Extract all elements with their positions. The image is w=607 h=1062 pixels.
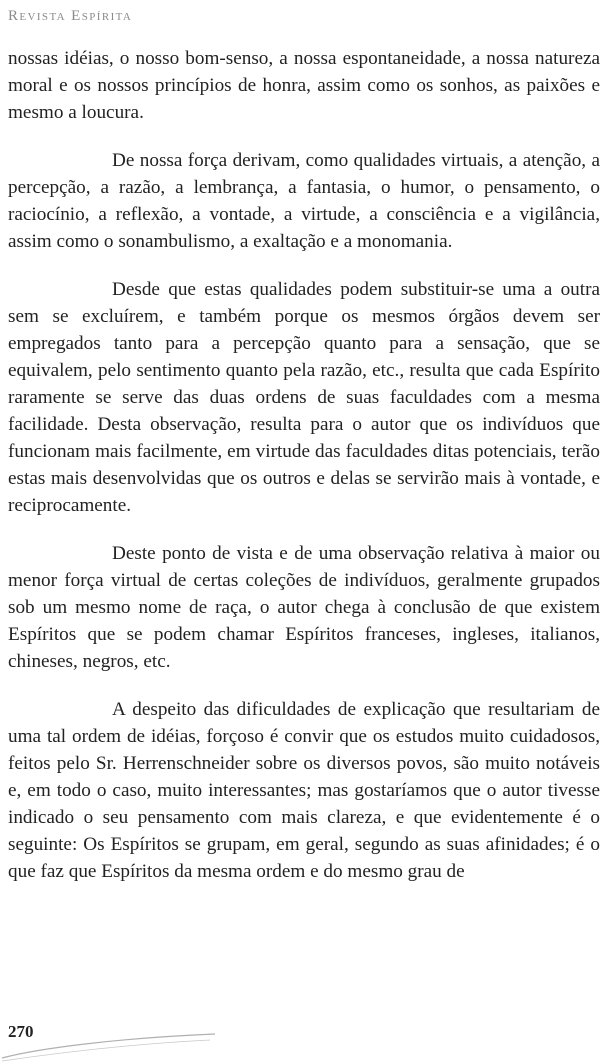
paragraph: De nossa força derivam, como qualidades virtuais, a atenção, a percepção, a razão, a lembrança, a fantasia, o humor, o pensamento, o raciocínio, a reflexão, a vontade, a virtude, a consciência e a vigilância, assim como o sonambulismo, a exaltação e a monomania.: [8, 150, 600, 252]
paragraph: Desde que estas qualidades podem substituir-se uma a outra sem se excluírem, e também porque os mesmos órgãos devem ser empregados tanto para a percepção quanto para a sensação, que se equivalem, pelo sentimento quanto pela razão, etc., resulta que cada Espírito raramente se serve das duas ordens de suas faculdades com a mesma facilidade. Desta observação, resulta para o autor que os indivíduos que funcionam mais facilmente, em virtude das faculdades ditas potenciais, terão estas mais desenvolvidas que os outros e delas se servirão mais à vontade, e reciprocamente.: [8, 279, 600, 516]
body-text: [8, 45, 600, 885]
running-header-title: Revista Espírita: [8, 8, 133, 24]
paragraph-continuation: nossas idéias, o nosso bom-senso, a nossa espontaneidade, a nossa natureza moral e os nossos princípios de honra, assim como os sonhos, as paixões e mesmo a loucura.: [8, 48, 600, 123]
paragraph: Deste ponto de vista e de uma observação relativa à maior ou menor força virtual de certas coleções de indivíduos, geralmente grupados sob um mesmo nome de raça, o autor chega à conclusão de que existem Espíritos que se podem chamar Espíritos franceses, ingleses, italianos, chineses, negros, etc.: [8, 543, 600, 672]
page-number: 270: [8, 1022, 34, 1041]
paragraph: A despeito das dificuldades de explicação que resultariam de uma tal ordem de idéias, forçoso é convir que os estudos muito cuidadosos, feitos pelo Sr. Herrenschneider sobre os diversos povos, são muito notáveis e, em todo o caso, muito interessantes; mas gostaríamos que o autor tivesse indicado o seu pensamento com mais clareza, e que evidentemente é o seguinte: Os Espíritos se grupam, em geral, segundo as suas afinidades; é o que faz que Espíritos da mesma ordem e do mesmo grau de: [8, 699, 600, 882]
